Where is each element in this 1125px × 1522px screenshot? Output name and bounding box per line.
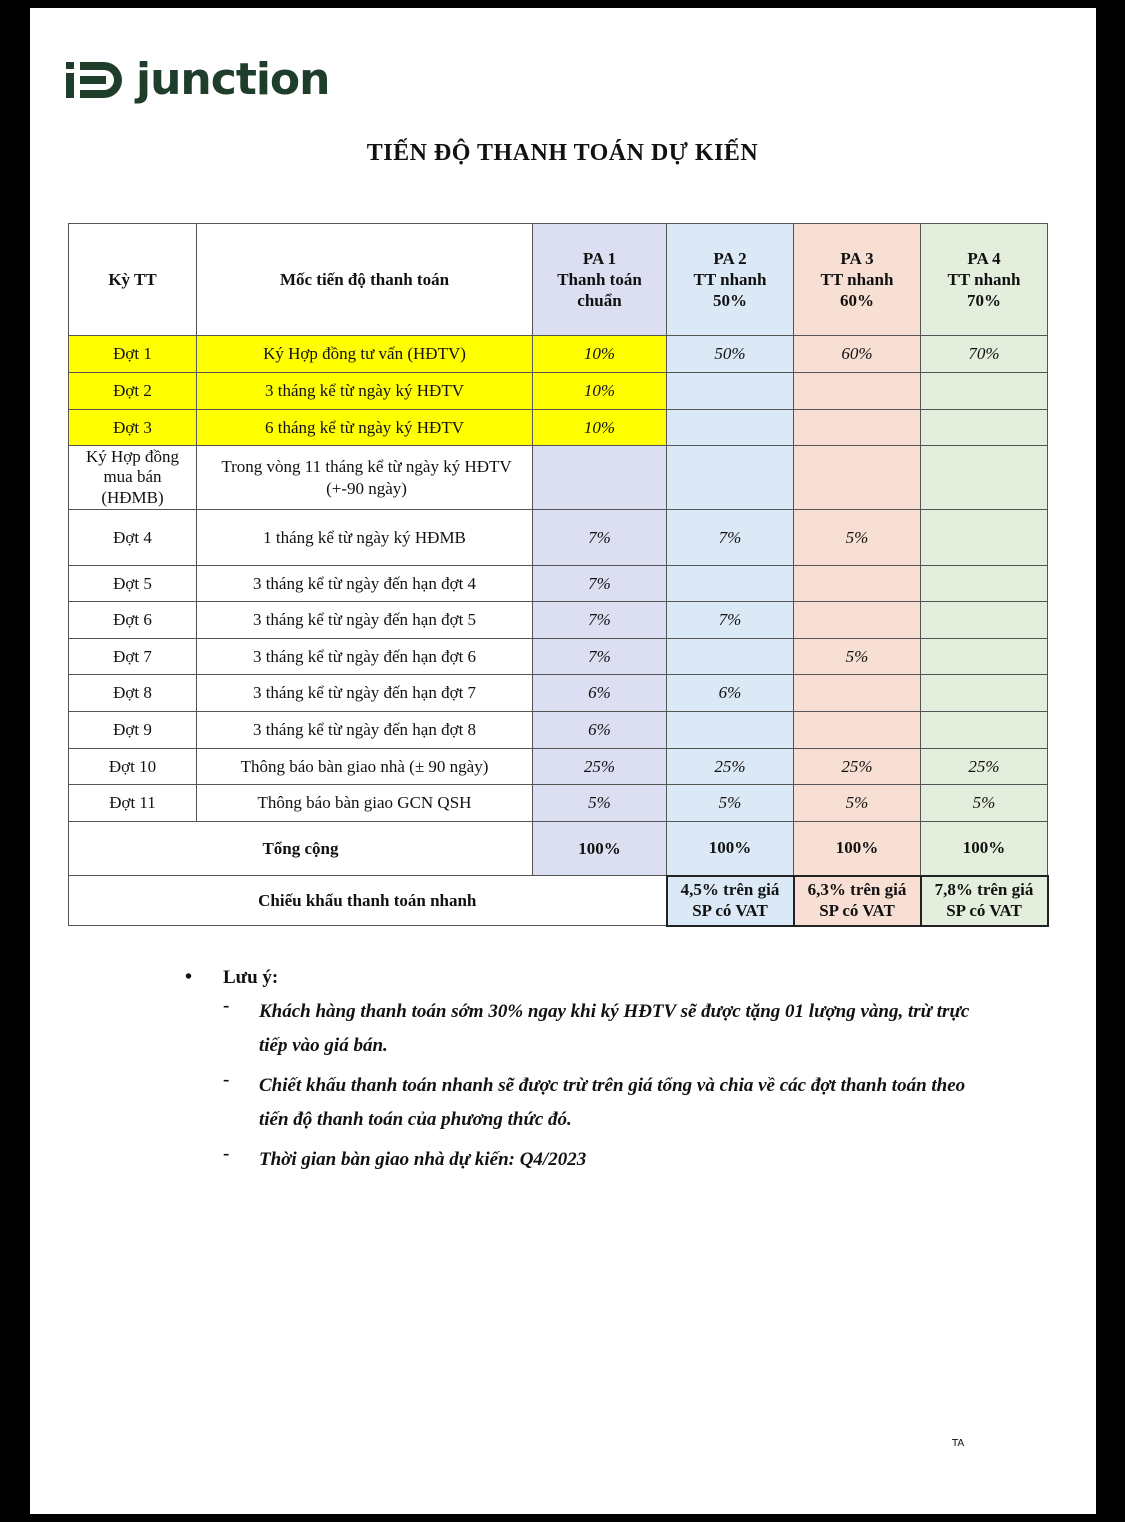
row-desc: 3 tháng kể từ ngày ký HĐTV	[197, 373, 533, 410]
cell-pa4	[921, 639, 1048, 675]
cell-pa2	[667, 446, 794, 510]
table-header-row	[69, 224, 1048, 336]
row-desc: Trong vòng 11 tháng kể từ ngày ký HĐTV (+-90 ngày)	[197, 446, 533, 510]
table-row	[69, 675, 1048, 712]
row-desc: 3 tháng kể từ ngày đến hạn đợt 6	[197, 639, 533, 675]
table-row	[69, 566, 1048, 602]
total-pa2: 100%	[667, 822, 794, 876]
cell-pa4	[921, 373, 1048, 410]
total-pa4: 100%	[921, 822, 1048, 876]
cell-pa2	[667, 712, 794, 749]
row-label: Đợt 2	[69, 373, 197, 410]
header-pa3: PA 3 TT nhanh 60%	[794, 224, 921, 336]
note-item	[185, 995, 1005, 1063]
brand-mark-icon	[66, 60, 128, 100]
cell-pa1	[533, 446, 667, 510]
cell-pa4	[921, 566, 1048, 602]
cell-pa4	[921, 410, 1048, 446]
cell-pa1: 7%	[533, 602, 667, 639]
cell-pa1: 5%	[533, 785, 667, 822]
cell-pa1: 10%	[533, 410, 667, 446]
cell-pa2	[667, 373, 794, 410]
cell-pa1: 10%	[533, 373, 667, 410]
brand-logo	[66, 54, 330, 105]
table-row	[69, 712, 1048, 749]
cell-pa2: 25%	[667, 749, 794, 785]
cell-pa2: 5%	[667, 785, 794, 822]
table-row	[69, 602, 1048, 639]
cell-pa2	[667, 639, 794, 675]
cell-pa2	[667, 410, 794, 446]
cell-pa3	[794, 712, 921, 749]
row-label: Đợt 3	[69, 410, 197, 446]
header-moc: Mốc tiến độ thanh toán	[197, 224, 533, 336]
header-ky-tt: Kỳ TT	[69, 224, 197, 336]
row-desc: 3 tháng kể từ ngày đến hạn đợt 7	[197, 675, 533, 712]
table-row	[69, 749, 1048, 785]
notes-heading	[185, 966, 1005, 989]
dash-icon: -	[223, 995, 230, 1016]
cell-pa3	[794, 602, 921, 639]
row-label: Đợt 9	[69, 712, 197, 749]
header-pa1: PA 1 Thanh toán chuẩn	[533, 224, 667, 336]
cell-pa2: 6%	[667, 675, 794, 712]
row-desc: Thông báo bàn giao GCN QSH	[197, 785, 533, 822]
cell-pa3	[794, 675, 921, 712]
cell-pa3: 5%	[794, 785, 921, 822]
discount-label: Chiếu khấu thanh toán nhanh	[69, 876, 667, 926]
row-label: Đợt 10	[69, 749, 197, 785]
cell-pa1: 10%	[533, 336, 667, 373]
cell-pa2: 50%	[667, 336, 794, 373]
row-label: Đợt 11	[69, 785, 197, 822]
row-desc: Thông báo bàn giao nhà (± 90 ngày)	[197, 749, 533, 785]
row-desc: 3 tháng kể từ ngày đến hạn đợt 4	[197, 566, 533, 602]
note-text: Khách hàng thanh toán sớm 30% ngay khi ký HĐTV sẽ được tặng 01 lượng vàng, trừ trực tiếp vào giá bán.	[259, 1001, 970, 1056]
cell-pa3	[794, 566, 921, 602]
note-item	[185, 1143, 1005, 1177]
row-desc: 3 tháng kể từ ngày đến hạn đợt 8	[197, 712, 533, 749]
payment-schedule-table	[68, 223, 1049, 927]
table-row	[69, 639, 1048, 675]
corner-mark: TA	[952, 1438, 965, 1449]
row-label: Đợt 1	[69, 336, 197, 373]
cell-pa4	[921, 510, 1048, 566]
brand-name: junction	[136, 54, 330, 105]
cell-pa3	[794, 410, 921, 446]
row-label: Đợt 4	[69, 510, 197, 566]
notes-heading-text: Lưu ý:	[223, 966, 279, 988]
discount-pa4: 7,8% trên giá SP có VAT	[921, 876, 1048, 926]
table-row	[69, 410, 1048, 446]
row-label: Ký Hợp đồng mua bán (HĐMB)	[69, 446, 197, 510]
cell-pa3: 25%	[794, 749, 921, 785]
cell-pa3: 5%	[794, 639, 921, 675]
cell-pa1: 6%	[533, 675, 667, 712]
cell-pa3: 60%	[794, 336, 921, 373]
cell-pa4	[921, 446, 1048, 510]
row-label: Đợt 7	[69, 639, 197, 675]
cell-pa4: 25%	[921, 749, 1048, 785]
cell-pa3	[794, 446, 921, 510]
row-desc: 1 tháng kể từ ngày ký HĐMB	[197, 510, 533, 566]
dash-icon: -	[223, 1069, 230, 1090]
table-row	[69, 446, 1048, 510]
cell-pa4	[921, 712, 1048, 749]
note-item	[185, 1069, 1005, 1137]
cell-pa2: 7%	[667, 510, 794, 566]
cell-pa3	[794, 373, 921, 410]
cell-pa4	[921, 675, 1048, 712]
cell-pa3: 5%	[794, 510, 921, 566]
cell-pa2	[667, 566, 794, 602]
table-row	[69, 336, 1048, 373]
row-desc: Ký Hợp đồng tư vấn (HĐTV)	[197, 336, 533, 373]
cell-pa1: 25%	[533, 749, 667, 785]
total-pa1: 100%	[533, 822, 667, 876]
header-pa2: PA 2 TT nhanh 50%	[667, 224, 794, 336]
cell-pa4	[921, 602, 1048, 639]
table-row	[69, 510, 1048, 566]
bullet-icon: •	[185, 966, 193, 988]
cell-pa1: 6%	[533, 712, 667, 749]
discount-row	[69, 876, 1048, 926]
notes-section	[185, 966, 1005, 1177]
note-text: Thời gian bàn giao nhà dự kiến: Q4/2023	[259, 1149, 587, 1170]
header-pa4: PA 4 TT nhanh 70%	[921, 224, 1048, 336]
cell-pa4: 5%	[921, 785, 1048, 822]
table-row	[69, 373, 1048, 410]
total-label: Tổng cộng	[69, 822, 533, 876]
discount-pa3: 6,3% trên giá SP có VAT	[794, 876, 921, 926]
total-row	[69, 822, 1048, 876]
row-desc: 6 tháng kể từ ngày ký HĐTV	[197, 410, 533, 446]
row-label: Đợt 6	[69, 602, 197, 639]
table-row	[69, 785, 1048, 822]
cell-pa2: 7%	[667, 602, 794, 639]
cell-pa1: 7%	[533, 639, 667, 675]
cell-pa1: 7%	[533, 510, 667, 566]
note-text: Chiết khấu thanh toán nhanh sẽ được trừ trên giá tổng và chia về các đợt thanh toán theo tiến độ thanh toán của phương thức đó.	[259, 1075, 966, 1130]
row-label: Đợt 8	[69, 675, 197, 712]
cell-pa1: 7%	[533, 566, 667, 602]
row-label: Đợt 5	[69, 566, 197, 602]
total-pa3: 100%	[794, 822, 921, 876]
discount-pa2: 4,5% trên giá SP có VAT	[667, 876, 794, 926]
cell-pa4: 70%	[921, 336, 1048, 373]
dash-icon: -	[223, 1143, 230, 1164]
page-title: TIẾN ĐỘ THANH TOÁN DỰ KIẾN	[366, 140, 759, 166]
row-desc: 3 tháng kể từ ngày đến hạn đợt 5	[197, 602, 533, 639]
